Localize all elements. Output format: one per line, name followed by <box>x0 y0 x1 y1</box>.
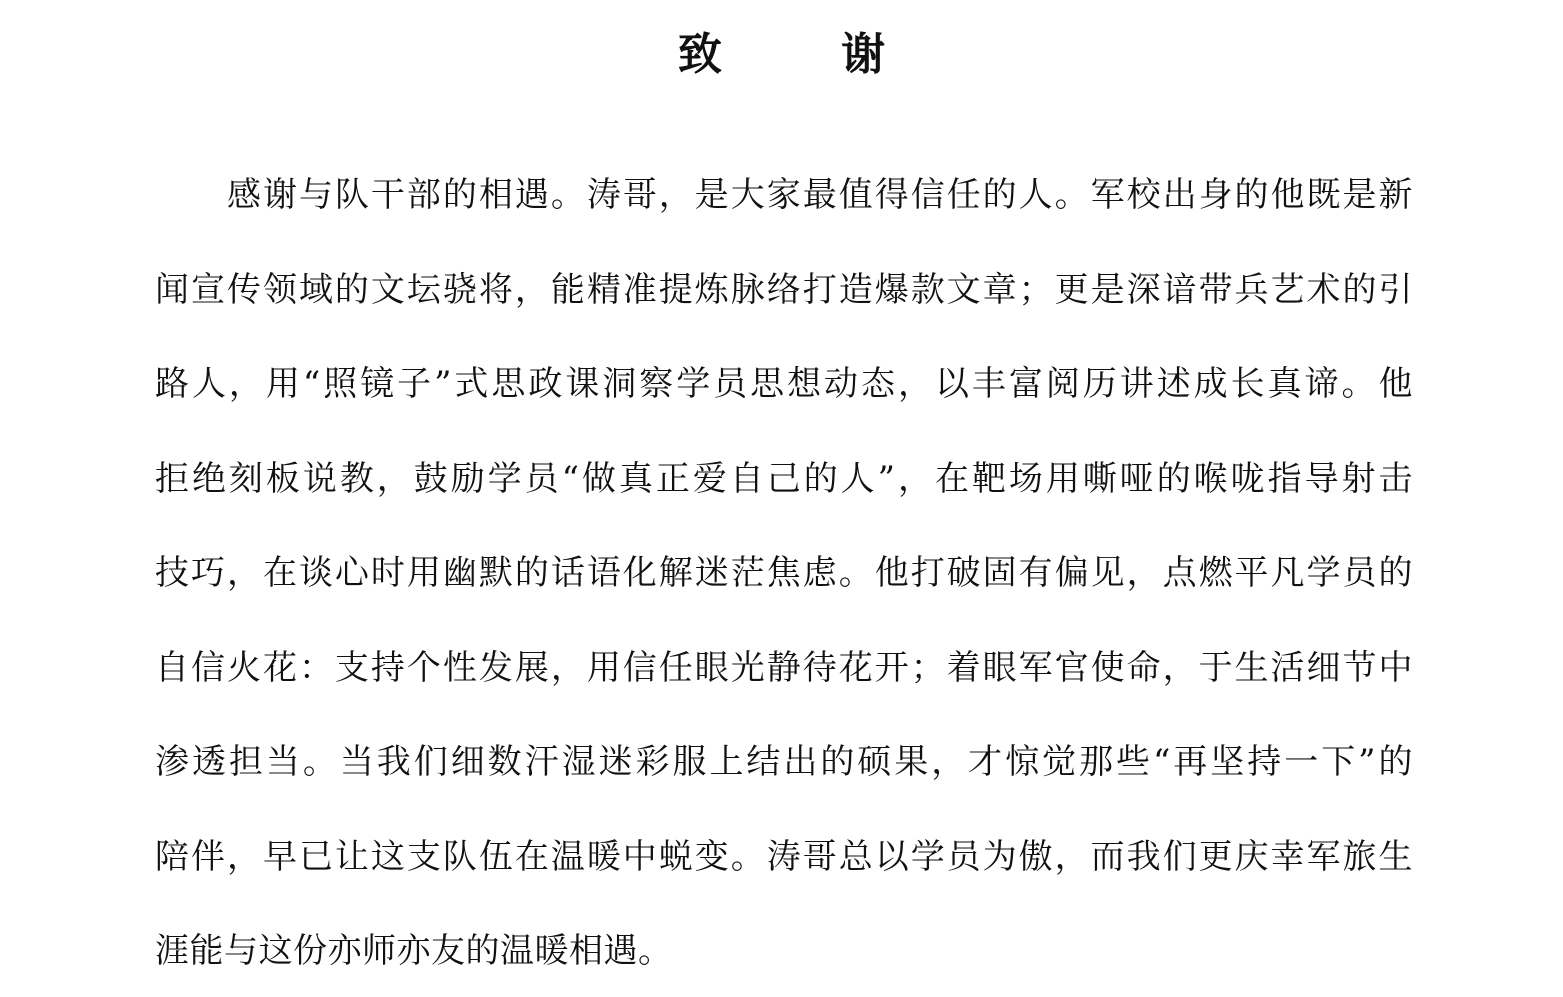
paragraph-line: 闻宣传领域的文坛骁将，能精准提炼脉络打造爆款文章；更是深谙带兵艺术的引 <box>155 270 1413 310</box>
paragraph-line: 自信火花：支持个性发展，用信任眼光静待花开；着眼军官使命，于生活细节中 <box>155 648 1413 688</box>
paragraph-line: 技巧，在谈心时用幽默的话语化解迷茫焦虑。他打破固有偏见，点燃平凡学员的 <box>155 553 1413 593</box>
page-title: 致 谢 <box>677 29 938 80</box>
paragraph-line: 拒绝刻板说教，鼓励学员“做真正爱自己的人”，在靶场用嘶哑的喉咙指导射击 <box>155 459 1413 499</box>
paragraph-line: 路人，用“照镜子”式思政课洞察学员思想动态，以丰富阅历讲述成长真谛。他 <box>155 364 1413 404</box>
paragraph-line: 渗透担当。当我们细数汗湿迷彩服上结出的硕果，才惊觉那些“再坚持一下”的 <box>155 742 1413 782</box>
paragraph-line: 陪伴，早已让这支队伍在温暖中蜕变。涛哥总以学员为傲，而我们更庆幸军旅生 <box>155 837 1413 877</box>
paragraph-line: 感谢与队干部的相遇。涛哥，是大家最值得信任的人。军校出身的他既是新 <box>227 175 1413 215</box>
paragraph-line: 涯能与这份亦师亦友的温暖相遇。 <box>155 931 673 971</box>
